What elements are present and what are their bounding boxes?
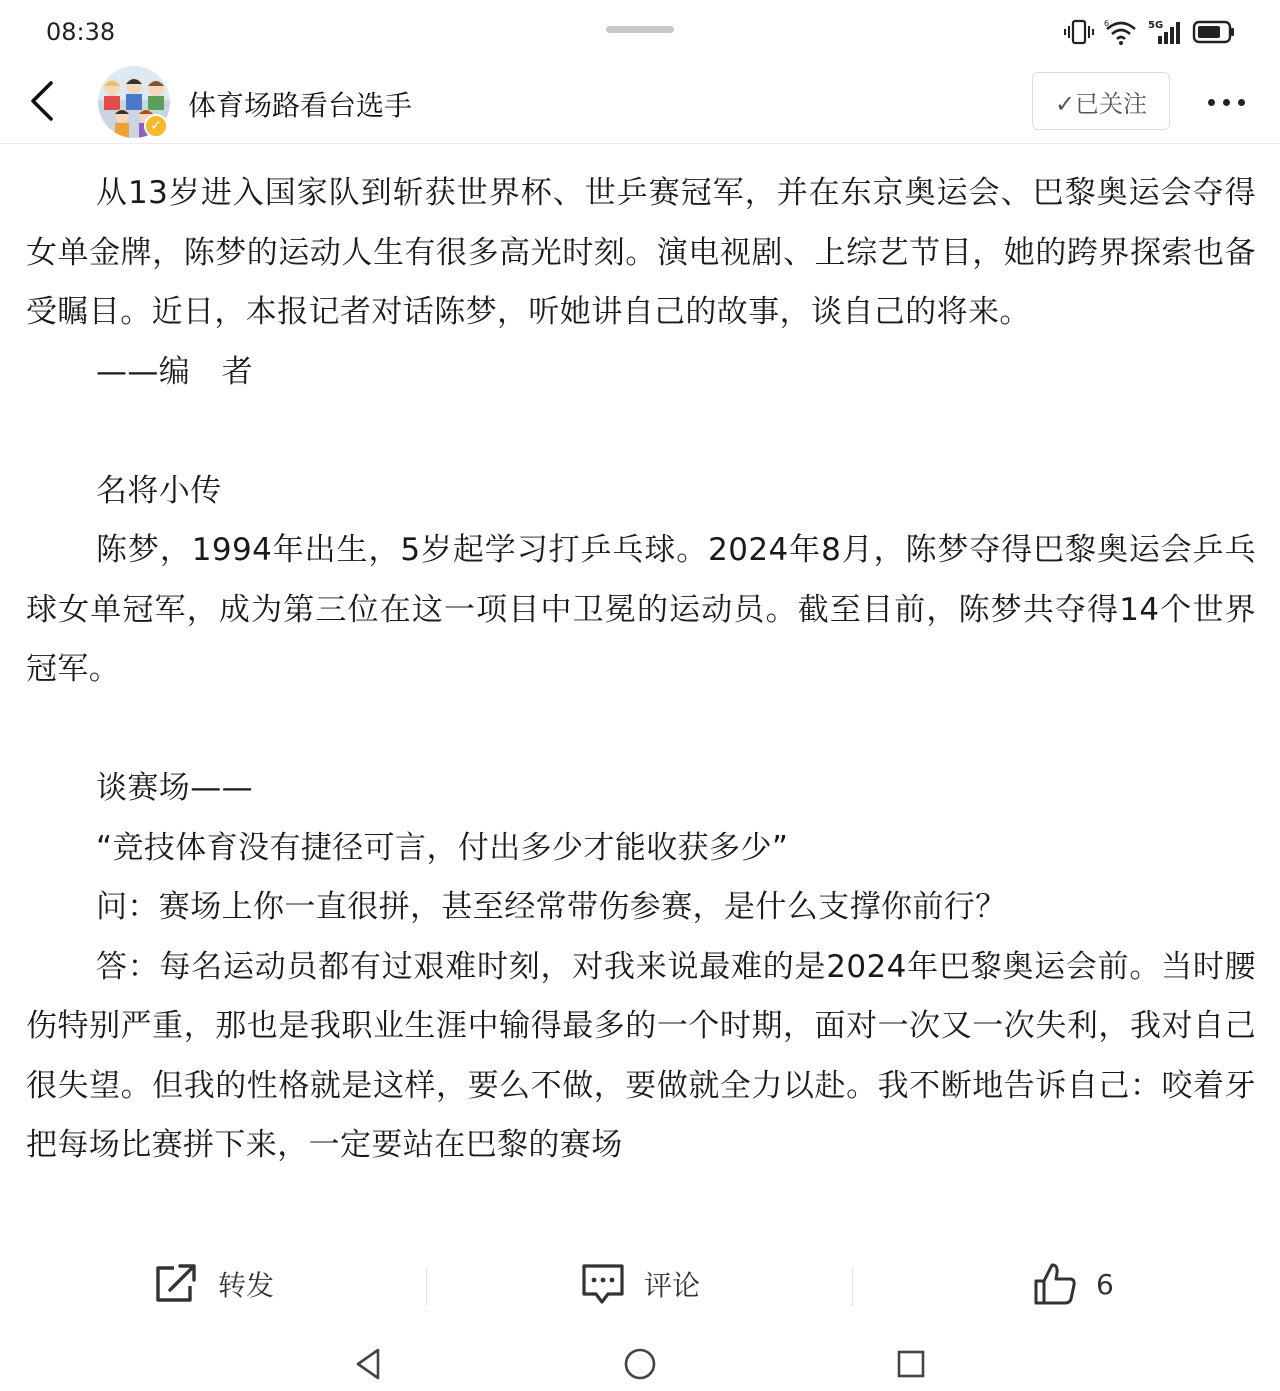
verified-badge-icon: ✓ [144, 114, 168, 138]
status-time: 08:38 [46, 18, 116, 46]
system-nav-bar [0, 1338, 1280, 1391]
battery-icon [1192, 19, 1236, 45]
post-header [0, 62, 1280, 144]
question-paragraph: 问：赛场上你一直很拼，甚至经常带伤参赛，是什么支撑你前行？ [96, 889, 1007, 925]
like-count: 6 [1096, 1267, 1114, 1301]
wifi-icon [1104, 18, 1138, 46]
back-triangle-icon[interactable] [352, 1346, 384, 1382]
share-icon [152, 1262, 200, 1306]
back-button[interactable] [20, 76, 64, 126]
section-heading: 名将小传 [96, 472, 222, 509]
article-paragraph: 陈梦，1994年出生，5岁起学习打乒乓球。2024年8月，陈梦夺得巴黎奥运会乒乓球女单冠军，成为第三位在这一项目中卫冕的运动员。截至目前，陈梦共夺得14个世界冠军。 [26, 532, 1256, 687]
vibrate-icon [1064, 18, 1094, 46]
section-heading: 谈赛场—— [96, 770, 253, 806]
more-dots-icon[interactable] [1196, 82, 1256, 122]
divider [852, 1268, 853, 1306]
article-paragraph: 从13岁进入国家队到斩获世界杯、世乒赛冠军，并在东京奥运会、巴黎奥运会夺得女单金牌，陈梦的运动人生有很多高光时刻。演电视剧、上综艺节目，她的跨界探索也备受瞩目。近日，本报记者对话陈梦，听她讲自己的故事，谈自己的将来。 [26, 175, 1256, 330]
article-paragraph: ——编 者 [96, 353, 253, 390]
thumbs-up-icon [1032, 1261, 1078, 1307]
follow-label: ✓已关注 [1054, 89, 1148, 118]
recents-square-icon[interactable] [894, 1346, 928, 1382]
signal-5g-icon [1148, 18, 1182, 46]
bottom-action-bar [0, 1232, 1280, 1338]
home-circle-icon[interactable] [622, 1346, 658, 1382]
like-button[interactable] [1032, 1254, 1114, 1314]
article-body [26, 164, 1256, 1232]
avatar[interactable] [98, 66, 170, 138]
share-label: 转发 [218, 1269, 275, 1302]
section-subheading: “竞技体育没有捷径可言，付出多少才能收获多少” [96, 829, 789, 866]
account-name[interactable]: 体育场路看台选手 [188, 89, 413, 122]
follow-button[interactable] [1032, 72, 1170, 130]
drag-handle[interactable] [606, 26, 674, 33]
comment-label: 评论 [644, 1269, 701, 1302]
answer-paragraph: 答：每名运动员都有过艰难时刻，对我来说最难的是2024年巴黎奥运会前。当时腰伤特别严重，那也是我职业生涯中输得最多的一个时期，面对一次又一次失利，我对自己很失望。但我的性格就是这样，要么不做，要做就全力以赴。我不断地告诉自己：咬着牙把每场比赛拼下来，一定要站在巴黎的赛场 [26, 948, 1256, 1163]
comment-button[interactable] [580, 1254, 700, 1314]
svg-text:6: 6 [1104, 19, 1110, 28]
share-button[interactable] [152, 1254, 274, 1314]
svg-text:5G: 5G [1148, 20, 1164, 31]
status-icons [1064, 14, 1236, 50]
comment-icon [580, 1262, 626, 1306]
status-bar [0, 0, 1280, 62]
divider [426, 1268, 427, 1306]
chevron-left-icon [27, 80, 57, 122]
